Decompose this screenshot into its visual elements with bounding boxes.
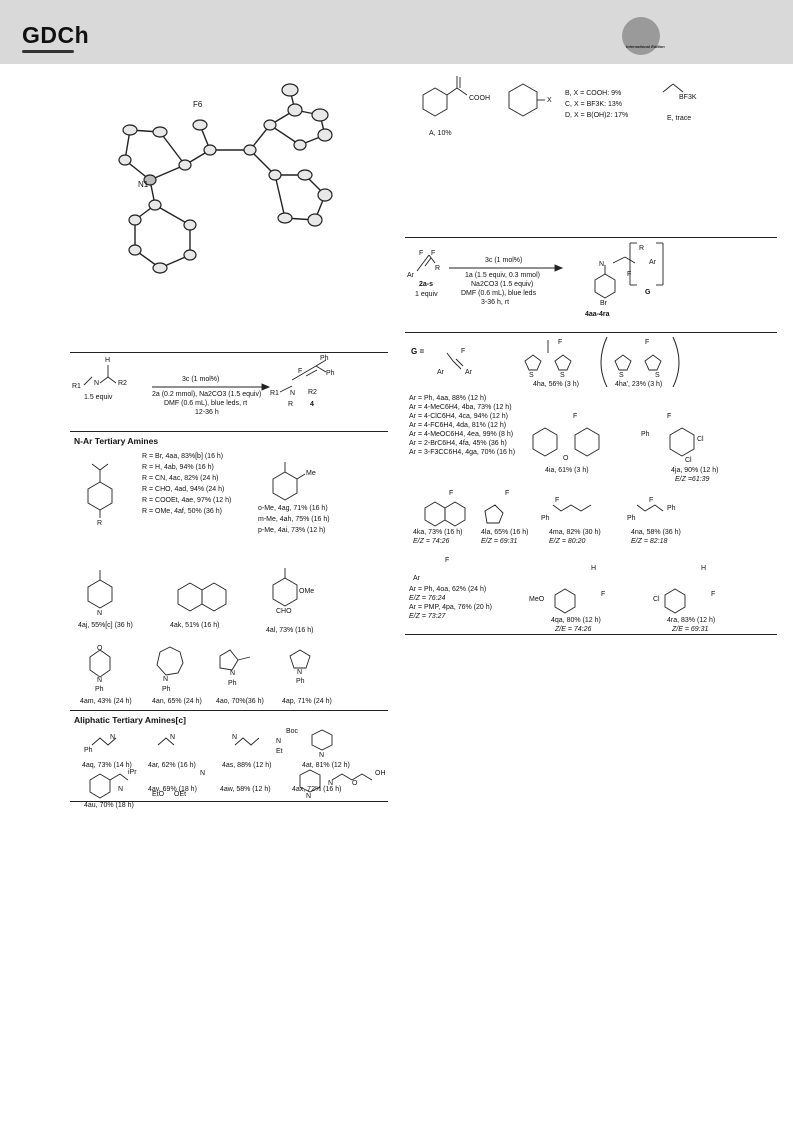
4ia-f-label: F bbox=[573, 413, 578, 420]
product-number: 4 bbox=[310, 401, 314, 408]
4ax-o-label: O bbox=[352, 780, 358, 787]
compound-4at: 4at, 81% (12 h) bbox=[302, 762, 350, 769]
condition-solvent: DMF (0.6 mL), blue leds, rt bbox=[164, 400, 248, 407]
product-r1: R1 bbox=[270, 390, 279, 397]
4qa-h-label: H bbox=[591, 565, 597, 572]
ar-list-0: Ar = Ph, 4aa, 88% (12 h) bbox=[409, 395, 487, 402]
4oa-ar-label: Ar bbox=[413, 575, 420, 582]
logo-underline bbox=[22, 50, 74, 53]
prod-f-label: F bbox=[627, 271, 632, 278]
product-ph2: Ph bbox=[326, 370, 335, 377]
n-label: N bbox=[94, 380, 100, 387]
4ha2-s1-label: S bbox=[619, 372, 624, 379]
compound-4ap: 4ap, 71% (24 h) bbox=[282, 698, 332, 705]
reagent-structures bbox=[405, 70, 775, 150]
4ap-ph-label: Ph bbox=[296, 678, 305, 685]
compound-b-row: B, X = COOH: 9% bbox=[565, 90, 622, 97]
cond-amine: 1a (1.5 equiv, 0.3 mmol) bbox=[465, 272, 540, 279]
me-list-1: m-Me, 4ah, 75% (16 h) bbox=[258, 516, 330, 523]
r2-label: R2 bbox=[118, 380, 127, 387]
bf3k-label: BF3K bbox=[679, 94, 697, 101]
alkene-scope-table bbox=[405, 235, 780, 635]
compound-4oa: Ar = Ph, 4oa, 62% (24 h) bbox=[409, 586, 487, 593]
4na-ez: E/Z = 82:18 bbox=[631, 538, 668, 545]
substrate-equiv: 1 equiv bbox=[415, 291, 438, 298]
4ja-ph-label: Ph bbox=[641, 431, 650, 438]
compound-4ha-prime: 4ha', 23% (3 h) bbox=[615, 381, 663, 388]
cho-label: CHO bbox=[276, 608, 292, 615]
4am-n-label: N bbox=[97, 677, 103, 684]
sub-f-label: F bbox=[419, 250, 424, 257]
4ma-f-label: F bbox=[555, 497, 560, 504]
4ha-f-label: F bbox=[558, 339, 563, 346]
prod-number: 4aa-4ra bbox=[585, 311, 610, 318]
n-ar-section-title: N-Ar Tertiary Amines bbox=[74, 436, 159, 446]
4ma-ez: E/Z = 80:20 bbox=[549, 538, 586, 545]
prod-r-label: R bbox=[639, 245, 645, 252]
4qa-meo-label: MeO bbox=[529, 596, 545, 603]
4ra-f-label: F bbox=[711, 591, 716, 598]
gdch-logo: GDCh bbox=[22, 22, 90, 48]
ar-list-6: Ar = 3-F3CC6H4, 4ga, 70% (16 h) bbox=[409, 449, 516, 456]
compound-d-row: D, X = B(OH)2: 17% bbox=[565, 112, 629, 119]
edition-badge bbox=[622, 17, 660, 55]
4ha2-f-label: F bbox=[645, 339, 650, 346]
eto-label: EtO bbox=[152, 791, 165, 798]
atom-label-f6: F6 bbox=[193, 100, 203, 109]
4ap-n-label: N bbox=[297, 669, 303, 676]
4au-n-label: N bbox=[118, 786, 124, 793]
compound-4ar: 4ar, 62% (16 h) bbox=[148, 762, 196, 769]
4na-ph1-label: Ph bbox=[627, 515, 636, 522]
aliphatic-structures bbox=[70, 350, 390, 805]
r-list-3: R = CHO, 4ad, 94% (24 h) bbox=[142, 486, 225, 493]
4as-n-label: N bbox=[232, 734, 238, 741]
compound-4ax: 4ax, 72% (16 h) bbox=[292, 786, 342, 793]
4av-n-label: N bbox=[200, 770, 206, 777]
ar-list-3: Ar = 4-FC6H4, 4da, 81% (12 h) bbox=[409, 422, 507, 429]
product-f: F bbox=[298, 368, 303, 375]
ortep-drawing bbox=[90, 70, 380, 285]
prod-g-label: G bbox=[645, 289, 651, 296]
4ma-ph-label: Ph bbox=[541, 515, 550, 522]
condition-catalyst: 3c (1 mol%) bbox=[182, 376, 220, 383]
condition-time: 12-36 h bbox=[195, 409, 219, 416]
r-substituent-label: R bbox=[97, 520, 103, 527]
h-label: H bbox=[105, 357, 111, 364]
oet-label: OEt bbox=[174, 791, 187, 798]
prod-ar-label: Ar bbox=[649, 259, 656, 266]
prod-n-label: N bbox=[599, 261, 605, 268]
4ka-f-label: F bbox=[449, 490, 454, 497]
compound-c-row: C, X = BF3K: 13% bbox=[565, 101, 622, 108]
condition-reagents: 2a (0.2 mmol), Na2CO3 (1.5 equiv) bbox=[152, 391, 262, 398]
cond-base: Na2CO3 (1.5 equiv) bbox=[471, 281, 534, 288]
4an-ph-label: Ph bbox=[162, 686, 171, 693]
4qa-f-label: F bbox=[601, 591, 606, 598]
4oa-f-label: F bbox=[445, 557, 450, 564]
edition-badge-text: International Edition bbox=[626, 44, 665, 49]
r-list-5: R = OMe, 4af, 50% (36 h) bbox=[142, 508, 222, 515]
4ha-s2-label: S bbox=[560, 372, 565, 379]
compound-4al: 4al, 73% (16 h) bbox=[266, 627, 314, 634]
cond-solvent: DMF (0.6 mL), blue leds bbox=[461, 290, 537, 297]
xray-structure-figure bbox=[90, 70, 380, 285]
4ra-ez: Z/E = 69:31 bbox=[672, 626, 709, 633]
boc-label: Boc bbox=[286, 728, 299, 735]
compound-4ra: 4ra, 83% (12 h) bbox=[667, 617, 716, 624]
r-list-4: R = COOEt, 4ae, 97% (12 h) bbox=[142, 497, 232, 504]
pyridine-n-label: N bbox=[97, 610, 103, 617]
product-ph1: Ph bbox=[320, 355, 329, 362]
compound-4ka: 4ka, 73% (16 h) bbox=[413, 529, 463, 536]
me-list-2: p-Me, 4ai, 73% (12 h) bbox=[258, 527, 326, 534]
aliphatic-section-title: Aliphatic Tertiary Amines[c] bbox=[74, 715, 186, 725]
product-n: N bbox=[290, 390, 296, 397]
compound-4as: 4as, 88% (12 h) bbox=[222, 762, 272, 769]
amine-scope-table bbox=[70, 350, 390, 809]
ipr-label: iPr bbox=[128, 769, 137, 776]
compound-4ja: 4ja, 90% (12 h) bbox=[671, 467, 719, 474]
compound-4qa: 4qa, 80% (12 h) bbox=[551, 617, 601, 624]
cond-time: 3-36 h, rt bbox=[481, 299, 510, 306]
compound-4an: 4an, 65% (24 h) bbox=[152, 698, 202, 705]
sub-ar-label: Ar bbox=[407, 272, 414, 279]
atom-label-n1: N1 bbox=[138, 180, 149, 189]
4ra-cl-label: Cl bbox=[653, 596, 660, 603]
compound-4ia: 4ia, 61% (3 h) bbox=[545, 467, 589, 474]
me-label: Me bbox=[306, 470, 316, 477]
4at-n-label: N bbox=[319, 752, 325, 759]
4ao-n-label: N bbox=[230, 670, 236, 677]
compound-4au: 4au, 70% (18 h) bbox=[84, 802, 134, 809]
4aq-n-label: N bbox=[110, 734, 116, 741]
compound-4ha: 4ha, 56% (3 h) bbox=[533, 381, 579, 388]
4an-n-label: N bbox=[163, 676, 169, 683]
compound-4aw: 4aw, 58% (12 h) bbox=[220, 786, 271, 793]
compound-4av: 4av, 69% (18 h) bbox=[148, 786, 197, 793]
r-list-1: R = H, 4ab, 94% (16 h) bbox=[142, 464, 214, 471]
ar-list-2: Ar = 4-ClC6H4, 4ca, 94% (12 h) bbox=[409, 413, 509, 420]
compound-4ma: 4ma, 82% (30 h) bbox=[549, 529, 601, 536]
compound-4aq: 4aq, 73% (14 h) bbox=[82, 762, 132, 769]
x-label: X bbox=[547, 97, 552, 104]
ome-label: OMe bbox=[299, 588, 315, 595]
r1-label: R1 bbox=[72, 383, 81, 390]
substrate-number: 2a-s bbox=[419, 281, 434, 288]
4ra-h-label: H bbox=[701, 565, 707, 572]
compound-4la: 4la, 65% (16 h) bbox=[481, 529, 529, 536]
4na-ph2-label: Ph bbox=[667, 505, 676, 512]
r-list-2: R = CN, 4ac, 82% (24 h) bbox=[142, 475, 219, 482]
4la-ez: E/Z = 69:31 bbox=[481, 538, 518, 545]
left-table-bottom-rule bbox=[70, 801, 388, 802]
g-f-label: F bbox=[461, 348, 466, 355]
right-table-bottom-rule bbox=[405, 634, 777, 635]
compound-4ao: 4ao, 70%(36 h) bbox=[216, 698, 264, 705]
compound-4am: 4am, 43% (24 h) bbox=[80, 698, 132, 705]
4ao-ph-label: Ph bbox=[228, 680, 237, 687]
4na-f-label: F bbox=[649, 497, 654, 504]
cooh-label: COOH bbox=[469, 95, 490, 102]
4ha-s1-label: S bbox=[529, 372, 534, 379]
amine-equiv-label: 1.5 equiv bbox=[84, 394, 113, 401]
4ha2-s2-label: S bbox=[655, 372, 660, 379]
compound-4na: 4na, 58% (36 h) bbox=[631, 529, 681, 536]
oxygen-label: O bbox=[97, 645, 103, 652]
4am-ph-label: Ph bbox=[95, 686, 104, 693]
4ja-f-label: F bbox=[667, 413, 672, 420]
r-list-0: R = Br, 4aa, 83%[b] (16 h) bbox=[142, 453, 224, 460]
failed-reagents-scheme bbox=[405, 70, 775, 150]
compound-4ak: 4ak, 51% (16 h) bbox=[170, 622, 220, 629]
4qa-ez: Z/E = 74:26 bbox=[555, 626, 592, 633]
sub-f2-label: F bbox=[431, 250, 436, 257]
4ja-cl1-label: Cl bbox=[697, 436, 704, 443]
sub-r-label: R bbox=[435, 265, 441, 272]
product-r: R bbox=[288, 401, 294, 408]
4la-f-label: F bbox=[505, 490, 510, 497]
cond-catalyst: 3c (1 mol%) bbox=[485, 257, 523, 264]
4pa-ez: E/Z = 73:27 bbox=[409, 613, 446, 620]
4ia-o-label: O bbox=[563, 455, 569, 462]
4ka-ez: E/Z = 74:26 bbox=[413, 538, 450, 545]
4ax-n-label: N bbox=[328, 780, 334, 787]
4ar-n-label: N bbox=[170, 734, 176, 741]
et-label: Et bbox=[276, 748, 283, 755]
compound-4pa: Ar = PMP, 4pa, 76% (20 h) bbox=[409, 604, 492, 611]
journal-header bbox=[0, 0, 793, 64]
compound-e-label: E, trace bbox=[667, 115, 692, 122]
ar-list-1: Ar = 4-MeC6H4, 4ba, 73% (12 h) bbox=[409, 404, 512, 411]
4ja-ez: E/Z =61:39 bbox=[675, 476, 710, 483]
prod-br-label: Br bbox=[600, 300, 607, 307]
4aw-n-label: N bbox=[306, 793, 312, 800]
g-ar2-label: Ar bbox=[465, 369, 472, 376]
me-list-0: o-Me, 4ag, 71% (16 h) bbox=[258, 505, 328, 512]
ar-list-4: Ar = 4-MeOC6H4, 4ea, 99% (8 h) bbox=[409, 431, 514, 438]
4ja-cl2-label: Cl bbox=[685, 457, 692, 464]
4as-n2-label: N bbox=[276, 738, 282, 745]
ar-list-5: Ar = 2-BrC6H4, 4fa, 45% (36 h) bbox=[409, 440, 507, 447]
4aq-ph-label: Ph bbox=[84, 747, 93, 754]
4oa-ez: E/Z = 76:24 bbox=[409, 595, 446, 602]
compound-a-label: A, 10% bbox=[429, 130, 452, 137]
compound-4aj: 4aj, 55%[c] (36 h) bbox=[78, 622, 133, 629]
g-ar1-label: Ar bbox=[437, 369, 444, 376]
g-definition-label: G = bbox=[411, 347, 425, 356]
product-r2: R2 bbox=[308, 389, 317, 396]
oh-label: OH bbox=[375, 770, 386, 777]
